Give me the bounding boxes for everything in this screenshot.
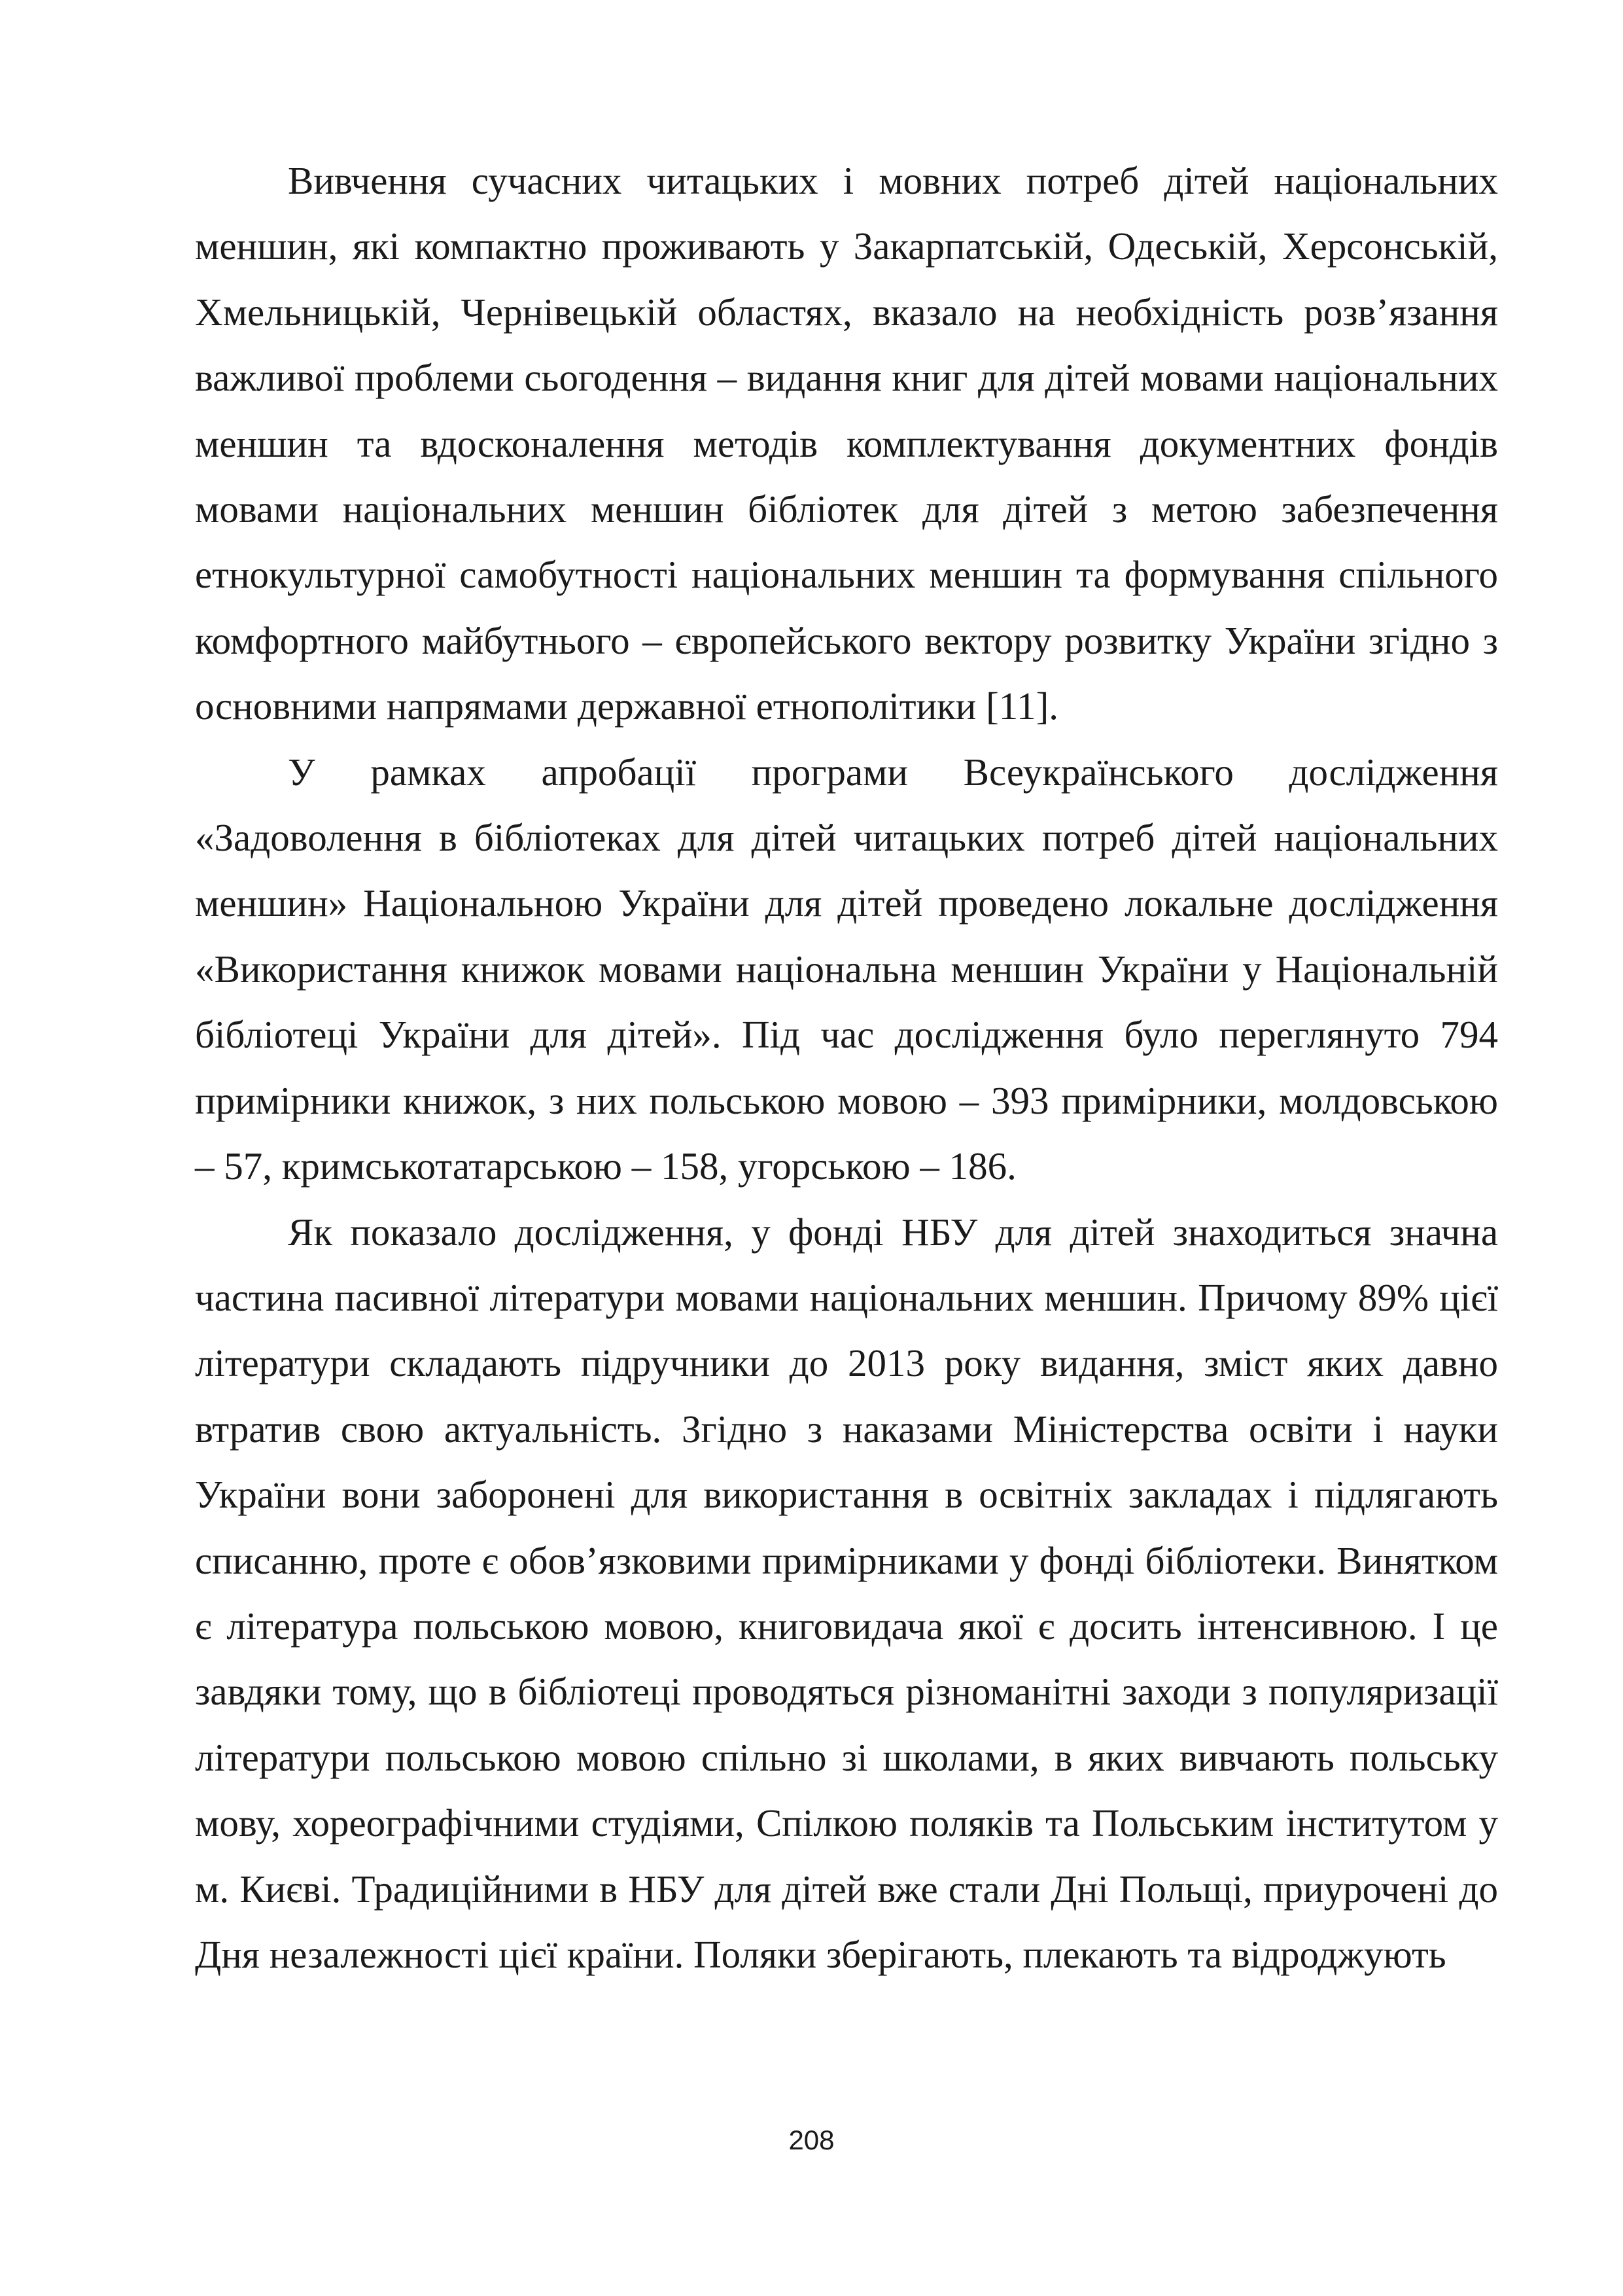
body-text [195, 148, 1498, 1987]
page-number: 208 [788, 2125, 835, 2155]
paragraph-1: Вивчення сучасних читацьких і мовних потреб дітей національних меншин, які компактно проживають у Закарпатській, Одеській, Херсонській, Хмельницькій, Чернівецькій областях, вказало на необхідність розв’язання важливої проблеми сьогодення – видання книг для дітей мовами національних меншин та вдосконалення методів комплектування документних фондів мовами національних меншин бібліотек для дітей з метою забезпечення етнокультурної самобутності національних меншин та формування спільного комфортного майбутнього – європейського вектору розвитку України згідно з основними напрямами державної етнополітики [11]. [195, 159, 1498, 728]
paragraph-2: У рамках апробації програми Всеукраїнського дослідження «Задоволення в бібліотеках для дітей читацьких потреб дітей національних меншин» Національною України для дітей проведено локальне дослідження «Використання книжок мовами національна меншин України у Національній бібліотеці України для дітей». Під час дослідження було переглянуто 794 примірники книжок, з них польською мовою – 393 примірники, молдовською – 57, кримськотатарською – 158, угорською – 186. [195, 750, 1498, 1188]
paragraph-3: Як показало дослідження, у фонді НБУ для дітей знаходиться значна частина пасивної літератури мовами національних меншин. Причому 89% цієї літератури складають підручники до 2013 року видання, зміст яких давно втратив свою актуальність. Згідно з наказами Міністерства освіти і науки України вони заборонені для використання в освітніх закладах і підлягають списанню, проте є обов’язковими примірниками у фонді бібліотеки. Винятком є література польською мовою, книговидача якої є досить інтенсивною. І це завдяки тому, що в бібліотеці проводяться різноманітні заходи з популяризації літератури польською мовою спільно зі школами, в яких вивчають польську мову, хореографічними студіями, Спілкою поляків та Польським інститутом у м. Києві. Традиційними в НБУ для дітей вже стали Дні Польщі, приурочені до Дня незалежності цієї країни. Поляки зберігають, плекають та відроджують [195, 1210, 1498, 1976]
